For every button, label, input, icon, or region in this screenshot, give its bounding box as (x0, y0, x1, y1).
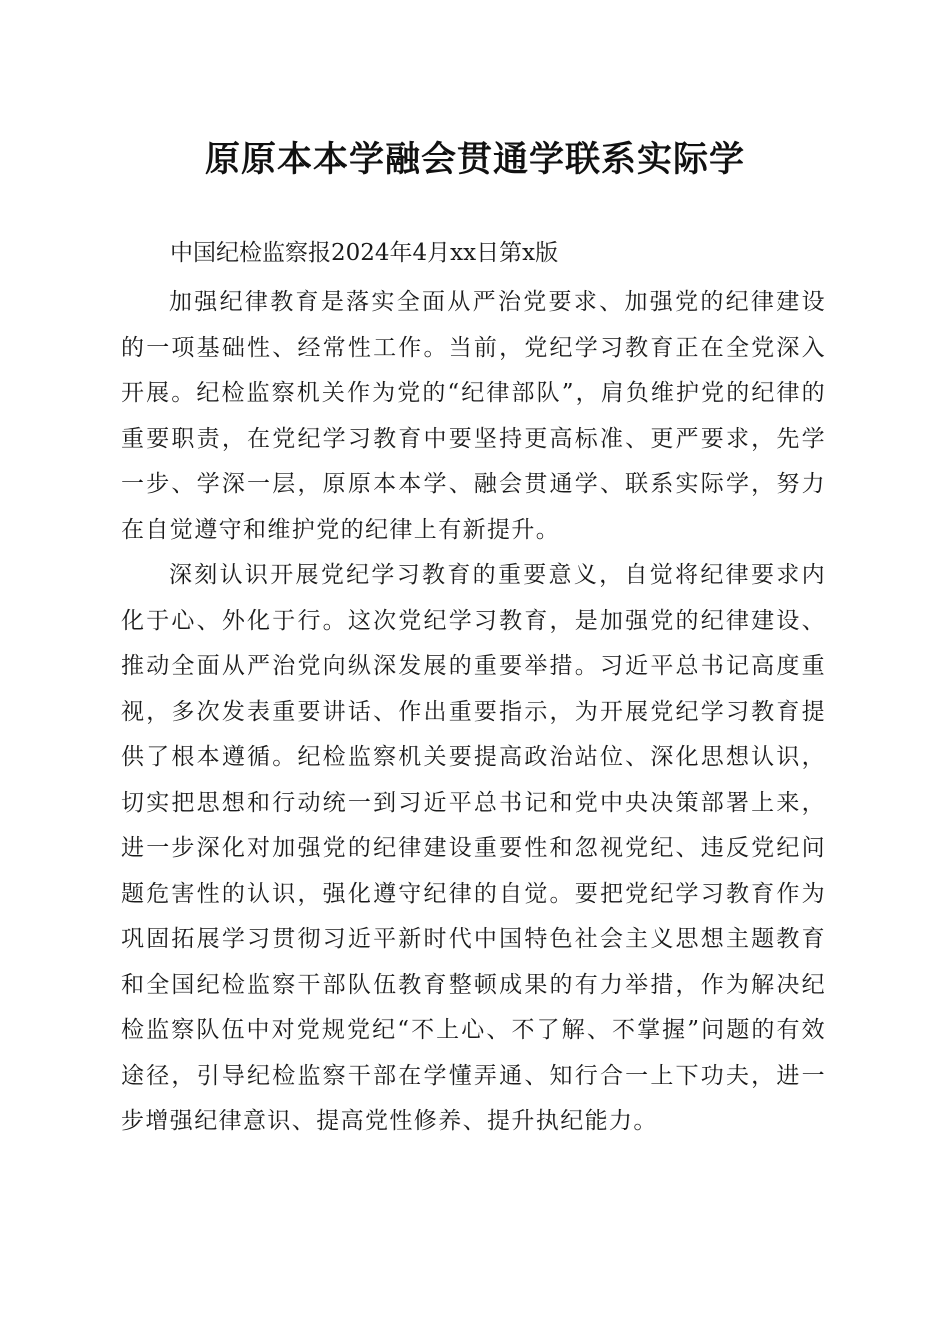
paragraph-2: 深刻认识开展党纪学习教育的重要意义，自觉将纪律要求内化于心、外化于行。这次党纪学习教育，是加强党的纪律建设、推动全面从严治党向纵深发展的重要举措。习近平总书记高度重视，多次发表重要讲话、作出重要指示，为开展党纪学习教育提供了根本遵循。纪检监察机关要提高政治站位、深化思想认识，切实把思想和行动统一到习近平总书记和党中央决策部署上来，进一步深化对加强党的纪律建设重要性和忽视党纪、违反党纪问题危害性的认识，强化遵守纪律的自觉。要把党纪学习教育作为巩固拓展学习贯彻习近平新时代中国特色社会主义思想主题教育和全国纪检监察干部队伍教育整顿成果的有力举措，作为解决纪检监察队伍中对党规党纪“不上心、不了解、不掌握”问题的有效途径，引导纪检监察干部在学懂弄通、知行合一上下功夫，进一步增强纪律意识、提高党性修养、提升执纪能力。 (121, 562, 826, 1134)
article-body (121, 280, 826, 1145)
source-line: 中国纪检监察报2024年4月xx日第x版 (170, 240, 559, 266)
paragraph-1: 加强纪律教育是落实全面从严治党要求、加强党的纪律建设的一项基础性、经常性工作。当前，党纪学习教育正在全党深入开展。纪检监察机关作为党的“纪律部队”，肩负维护党的纪律的重要职责，在党纪学习教育中要坚持更高标准、更严要求，先学一步、学深一层，原原本本学、融会贯通学、联系实际学，努力在自觉遵守和维护党的纪律上有新提升。 (121, 289, 826, 543)
document-title: 原原本本学融会贯通学联系实际学 (204, 139, 745, 180)
